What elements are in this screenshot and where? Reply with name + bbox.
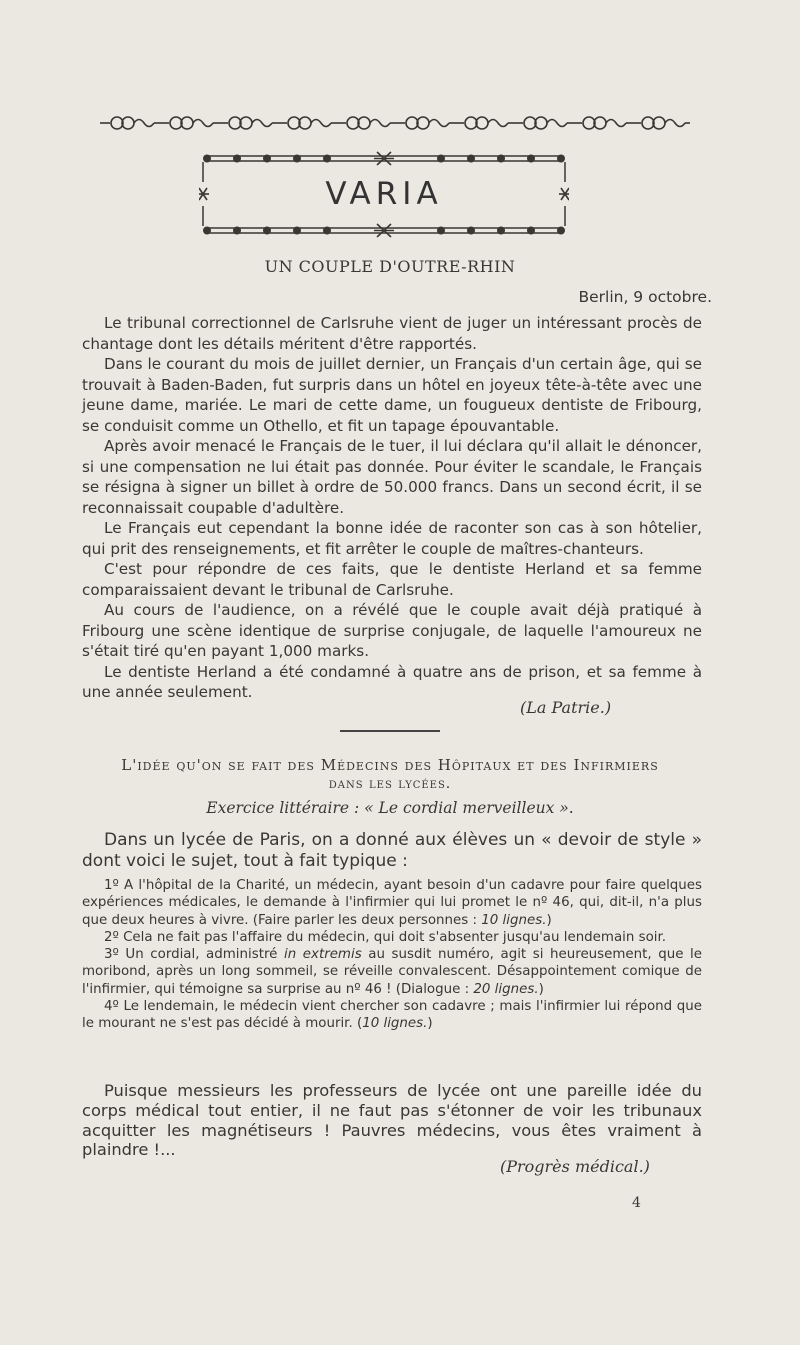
ornament-row <box>100 112 690 134</box>
exercise-item-text: 4º Le lendemain, le médecin vient chercher son cadavre ; mais l'infirmier lui répond que le mourant ne s'est pas décidé à mourir. ( <box>82 999 702 1032</box>
exercise-item-end: ) <box>546 912 552 928</box>
article2-title-line1 <box>0 756 780 774</box>
article1-body <box>82 313 702 703</box>
exercise-item-end: ) <box>427 1016 433 1032</box>
exercise-item-italic: 10 lignes. <box>362 1016 428 1032</box>
article1-dateline: Berlin, 9 octobre. <box>578 288 712 306</box>
section-divider <box>340 730 440 732</box>
article1-paragraph: Le Français eut cependant la bonne idée de raconter son cas à son hôtelier, qui prit des renseignements, et fit arrêter le couple de maîtres-chanteurs. <box>82 519 702 558</box>
exercise-item <box>82 929 702 946</box>
exercise-item-italic: in extremis <box>284 947 362 963</box>
article2-title-line2 <box>0 776 780 792</box>
page-number: 4 <box>632 1195 641 1211</box>
article2-title-text: L'idée qu'on se fait des Médecins des Hôpitaux et des Infirmiers <box>121 756 659 774</box>
article2-intro: Dans un lycée de Paris, on a donné aux élèves un « devoir de style » dont voici le sujet, tout à fait typique : <box>82 830 702 871</box>
article2-subtitle: Exercice littéraire : « Le cordial merveilleux ». <box>206 799 574 817</box>
article2-items <box>82 877 702 1033</box>
article1-paragraph: C'est pour répondre de ces faits, que le dentiste Herland et sa femme comparaissaient devant le tribunal de Carlsruhe. <box>82 560 702 599</box>
exercise-item-italic-2: 20 lignes. <box>473 981 539 997</box>
exercise-item <box>82 946 702 998</box>
article1-paragraph: Après avoir menacé le Français de le tuer, il lui déclara qu'il allait le dénoncer, si une compensation ne lui était pas donnée. Pour éviter le scandale, le Français se résigna à signer un billet à ordre de 50.000 francs. Dans un second écrit, il se reconnaissait coupable d'adultère. <box>82 437 702 517</box>
article1-paragraph: Le tribunal correctionnel de Carlsruhe vient de juger un intéressant procès de chantage dont les détails méritent d'être rapportés. <box>82 314 702 353</box>
article1-paragraph: Le dentiste Herland a été condamné à quatre ans de prison, et sa femme à une année seulement. <box>82 662 702 701</box>
exercise-item-end: au susdit numéro, agit si heureusement, que le moribond, après un long sommeil, se réveille convalescent. Désappointement comique de l'infirmier, qui témoigne sa surprise au nº 46 ! (Dialogue : <box>82 947 702 997</box>
exercise-item-text: 1º A l'hôpital de la Charité, un médecin, ayant besoin d'un cadavre pour faire quelques expériences médicales, le demande à l'infirmier qui lui promet le nº 46, qui, dit-il, n'a plus que deux heures à vivre. (Faire parler les deux personnes : <box>82 878 702 928</box>
section-title: VARIA <box>325 176 443 212</box>
exercise-item-text: 2º Cela ne fait pas l'affaire du médecin, qui doit s'absenter jusqu'au lendemain soir. <box>104 929 667 945</box>
article2-outro: Puisque messieurs les professeurs de lycée ont une pareille idée du corps médical tout entier, il ne faut pas s'étonner de voir les tribunaux acquitter les magnétiseurs ! Pauvres médecins, vous êtes vraiment à plaindre !... <box>82 1081 702 1160</box>
article1-source: (La Patrie.) <box>520 698 612 717</box>
article1-headline: UN COUPLE D'OUTRE-RHIN <box>264 257 516 276</box>
article2-source: (Progrès médical.) <box>500 1157 650 1176</box>
exercise-item <box>82 998 702 1033</box>
article1-paragraph: Au cours de l'audience, on a révélé que le couple avait déjà pratiqué à Fribourg une scène identique de surprise conjugale, de laquelle l'amoureux ne s'était tiré qu'en payant 1,000 marks. <box>82 601 702 660</box>
article2-outro-block <box>82 1081 702 1160</box>
exercise-item-text: 3º Un cordial, administré <box>104 947 284 963</box>
varia-title-box <box>199 148 569 240</box>
exercise-item-italic: 10 lignes. <box>481 912 547 928</box>
article2-title-text-2: dans les lycées. <box>328 776 452 792</box>
article1-paragraph: Dans le courant du mois de juillet dernier, un Français d'un certain âge, qui se trouvait à Baden-Baden, fut surpris dans un hôtel en joyeux tête-à-tête avec une jeune dame, mariée. Le mari de cette dame, un fougueux dentiste de Fribourg, se conduisit comme un Othello, et fit un tapage épouvantable. <box>82 355 702 435</box>
exercise-item <box>82 877 702 929</box>
article2-intro-block <box>82 830 702 872</box>
exercise-item-end-2: ) <box>538 981 544 997</box>
